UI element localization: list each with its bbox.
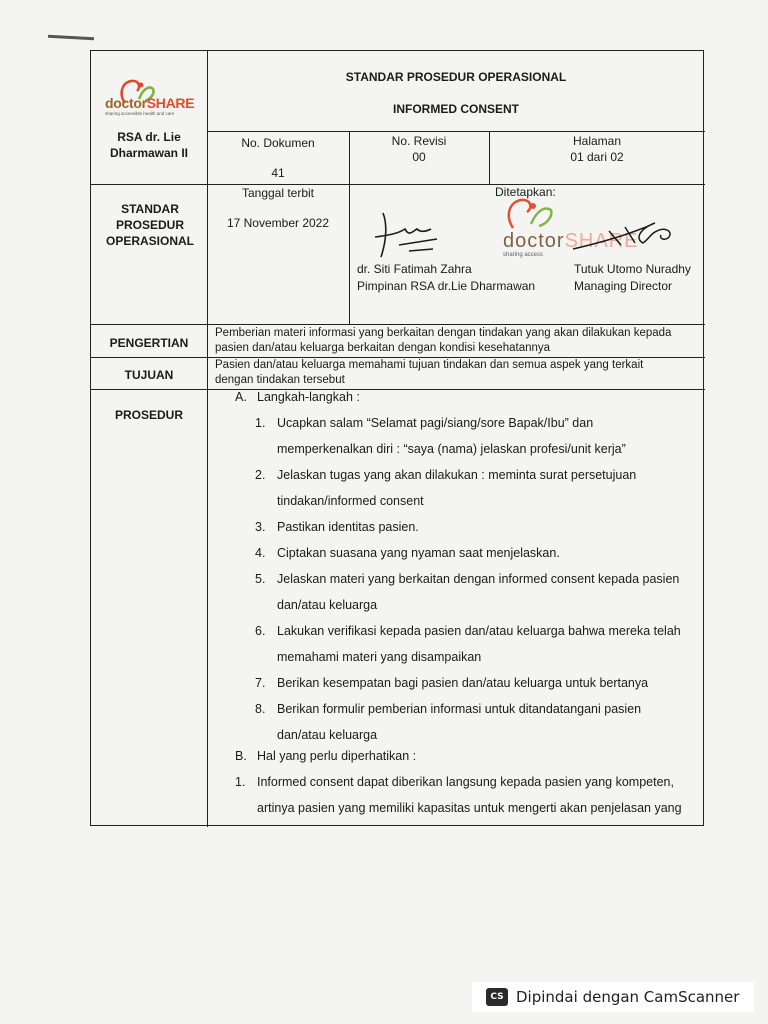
row-divider: [91, 389, 705, 390]
signature-1: [369, 209, 449, 265]
camscanner-footer: [472, 982, 754, 1012]
row-divider: [207, 131, 705, 132]
step-7-line-1: 7. Berikan kesempatan bagi pasien dan/atau keluarga untuk bertanya: [255, 676, 649, 690]
doctorshare-logo: [105, 77, 201, 125]
logo-tagline: sharing accessible health and care: [105, 111, 175, 116]
signature-2: [569, 209, 679, 259]
revision-value: 00: [412, 150, 426, 164]
stamp-hands-icon: [503, 196, 563, 232]
pengertian-text-1: Pemberian materi informasi yang berkaitan dengan tindakan yang akan dilakukan kepada: [215, 327, 672, 339]
sop-section-label: STANDAR PROSEDUR OPERASIONAL: [105, 202, 194, 248]
step-2-line-1: 2. Jelaskan tugas yang akan dilakukan : meminta surat persetujuan: [255, 468, 637, 482]
scan-artifact: [48, 35, 94, 40]
section-b-item-1-line-1: 1. Informed consent dapat diberikan langsung kepada pasien yang kompeten,: [235, 775, 674, 789]
document-title: STANDAR PROSEDUR OPERASIONAL: [345, 70, 567, 84]
section-a-heading: A. Langkah-langkah :: [235, 390, 360, 404]
step-6-line-2: memahami materi yang disampaikan: [277, 650, 482, 664]
step-4-line-1: 4. Ciptakan suasana yang nyaman saat menjelaskan.: [255, 546, 560, 560]
logo-wordmark: doctorSHARE: [105, 95, 195, 111]
signer-2-name: Tutuk Utomo Nuradhy: [574, 262, 691, 276]
signer-2-role: Managing Director: [574, 279, 673, 293]
step-1-line-1: 1. Ucapkan salam “Selamat pagi/siang/sore Bapak/Ibu” dan: [255, 416, 594, 430]
signer-1-name: dr. Siti Fatimah Zahra: [357, 262, 472, 276]
signer-1-role: Pimpinan RSA dr.Lie Dharmawan: [357, 279, 536, 293]
step-2-line-2: tindakan/informed consent: [277, 494, 424, 508]
step-1-line-2: memperkenalkan diri : “saya (nama) jelaskan profesi/unit kerja”: [277, 442, 626, 456]
tujuan-label: TUJUAN: [124, 368, 174, 382]
step-3-line-1: 3. Pastikan identitas pasien.: [255, 520, 419, 534]
page-value: 01 dari 02: [570, 150, 624, 164]
prosedur-label: PROSEDUR: [114, 408, 183, 422]
step-6-line-1: 6. Lakukan verifikasi kepada pasien dan/atau keluarga bahwa mereka telah: [255, 624, 681, 638]
section-b-heading: B. Hal yang perlu diperhatikan :: [235, 749, 417, 763]
step-5-line-1: 5. Jelaskan materi yang berkaitan dengan informed consent kepada pasien: [255, 572, 680, 586]
sop-document: [90, 50, 704, 826]
pengertian-label: PENGERTIAN: [109, 336, 189, 350]
step-5-line-2: dan/atau keluarga: [277, 598, 378, 612]
tujuan-text-1: Pasien dan/atau keluarga memahami tujuan tindakan dan semua aspek yang terkait: [215, 359, 644, 371]
page-label: Halaman: [572, 134, 622, 148]
camscanner-text: Dipindai dengan CamScanner: [516, 988, 740, 1006]
doc-number-value: 41: [271, 166, 285, 180]
row-divider: [91, 324, 705, 325]
section-b-item-1-line-2: artinya pasien yang memiliki kapasitas untuk mengerti akan penjelasan yang: [257, 801, 682, 815]
step-8-line-2: dan/atau keluarga: [277, 728, 378, 742]
stamp-tagline: sharing access: [503, 252, 544, 258]
revision-label: No. Revisi: [391, 134, 447, 148]
row-divider: [91, 184, 705, 185]
tujuan-text-2: dengan tindakan tersebut: [215, 374, 345, 386]
step-8-line-1: 8. Berikan formulir pemberian informasi untuk ditandatangani pasien: [255, 702, 642, 716]
column-divider: [349, 184, 350, 324]
hospital-name: RSA dr. Lie Dharmawan II: [109, 130, 189, 160]
pengertian-text-2: pasien dan/atau keluarga berkaitan dengan kondisi kesehatannya: [215, 342, 551, 354]
stamp-wordmark: doctorSHARE: [503, 230, 639, 252]
set-label: Ditetapkan:: [495, 185, 556, 199]
document-subtitle: INFORMED CONSENT: [393, 102, 519, 116]
doc-number-label: No. Dokumen: [241, 136, 315, 150]
camscanner-icon: CS: [486, 988, 508, 1006]
issued-label: Tanggal terbit: [241, 186, 315, 200]
issued-date: 17 November 2022: [226, 216, 330, 230]
